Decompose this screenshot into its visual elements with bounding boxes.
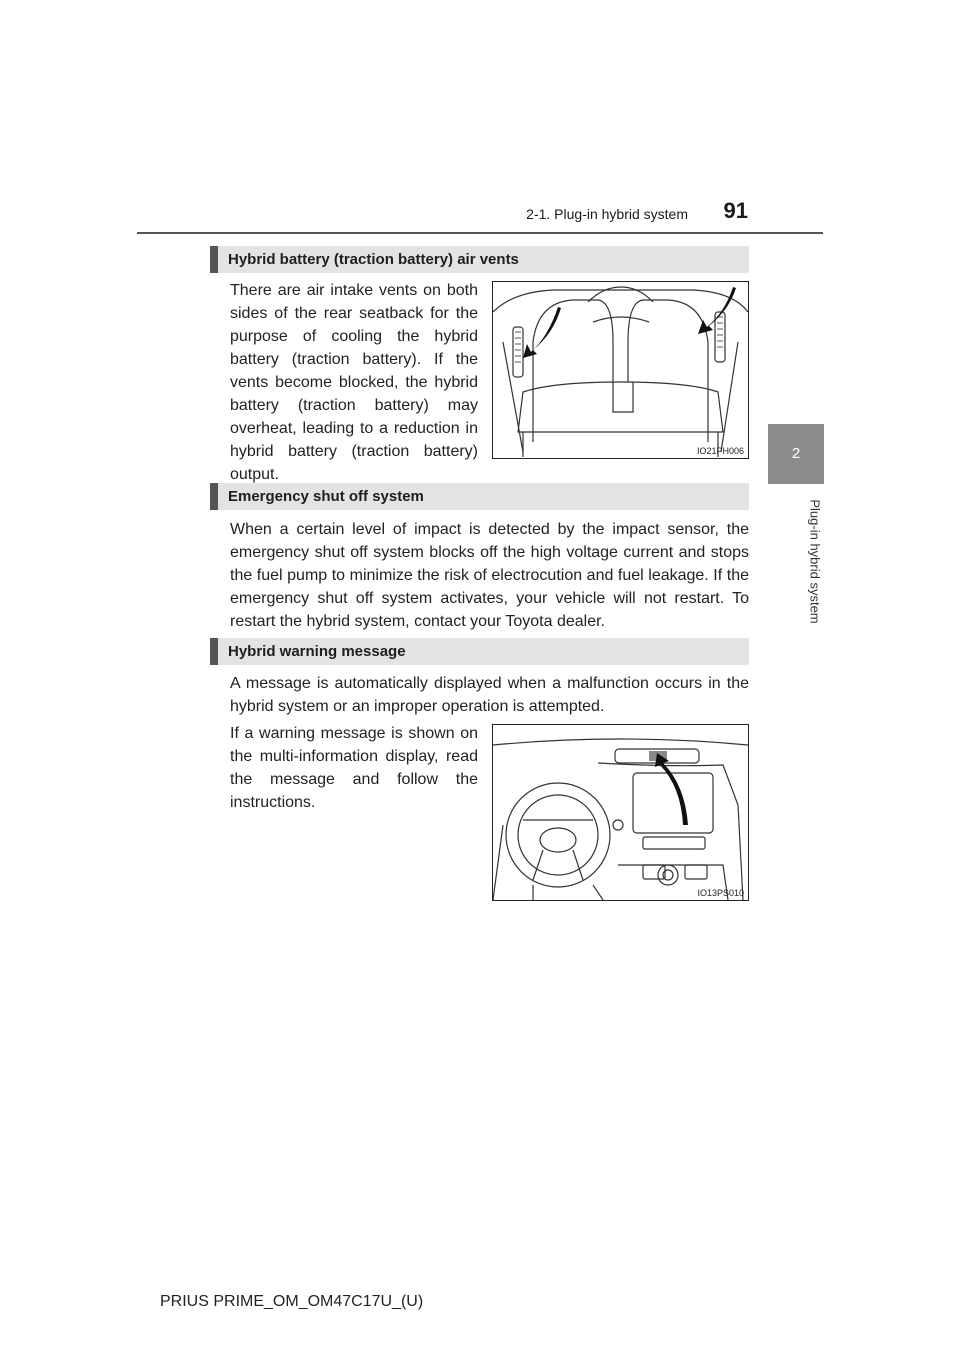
dashboard-display-illustration <box>492 724 749 901</box>
arrow-icon-right-vent <box>698 287 736 334</box>
header-divider <box>137 232 823 234</box>
figure-code: IO13PS010 <box>697 888 744 898</box>
rear-seat-vents-illustration <box>492 281 749 459</box>
section-heading-warning-message: Hybrid warning message <box>210 638 749 665</box>
chapter-title: Plug-in hybrid system <box>807 499 823 624</box>
emergency-shutoff-paragraph: When a certain level of impact is detected by the impact sensor, the emergency shut off system blocks off the high voltage current and stops the fuel pump to minimize the risk of electrocution and fuel leakage. If the emergency shut off system activates, your vehicle will not restart. To restart the hybrid system, contact your Toyota dealer. <box>230 521 749 630</box>
rear-seat-drawing <box>493 282 748 458</box>
chapter-tab[interactable]: 2 <box>768 424 824 484</box>
warning-message-paragraph: A message is automatically displayed when a malfunction occurs in the hybrid system or an improper operation is attempted. <box>230 675 749 715</box>
section-heading-emergency-shutoff: Emergency shut off system <box>210 483 749 510</box>
section-heading-air-vents: Hybrid battery (traction battery) air vents <box>210 246 749 273</box>
air-vents-paragraph: There are air intake vents on both sides of the rear seatback for the purpose of cooling the hybrid battery (traction battery). If the vents become blocked, the hybrid battery (traction battery) may overheat, leading to a reduction in hybrid battery (traction battery) output. <box>230 282 478 483</box>
page-number: 91 <box>723 198 748 223</box>
document-id: PRIUS PRIME_OM_OM47C17U_(U) <box>160 1293 424 1310</box>
arrow-icon-left-vent <box>523 307 561 358</box>
header-section-title: 2-1. Plug-in hybrid system <box>526 206 688 222</box>
chapter-title-vertical <box>794 490 823 640</box>
arrow-icon-display <box>655 753 688 825</box>
dashboard-drawing <box>493 725 748 900</box>
warning-instructions-paragraph: If a warning message is shown on the multi-information display, read the message and follow the instructions. <box>230 725 478 811</box>
figure-code: IO21PH006 <box>696 446 744 456</box>
